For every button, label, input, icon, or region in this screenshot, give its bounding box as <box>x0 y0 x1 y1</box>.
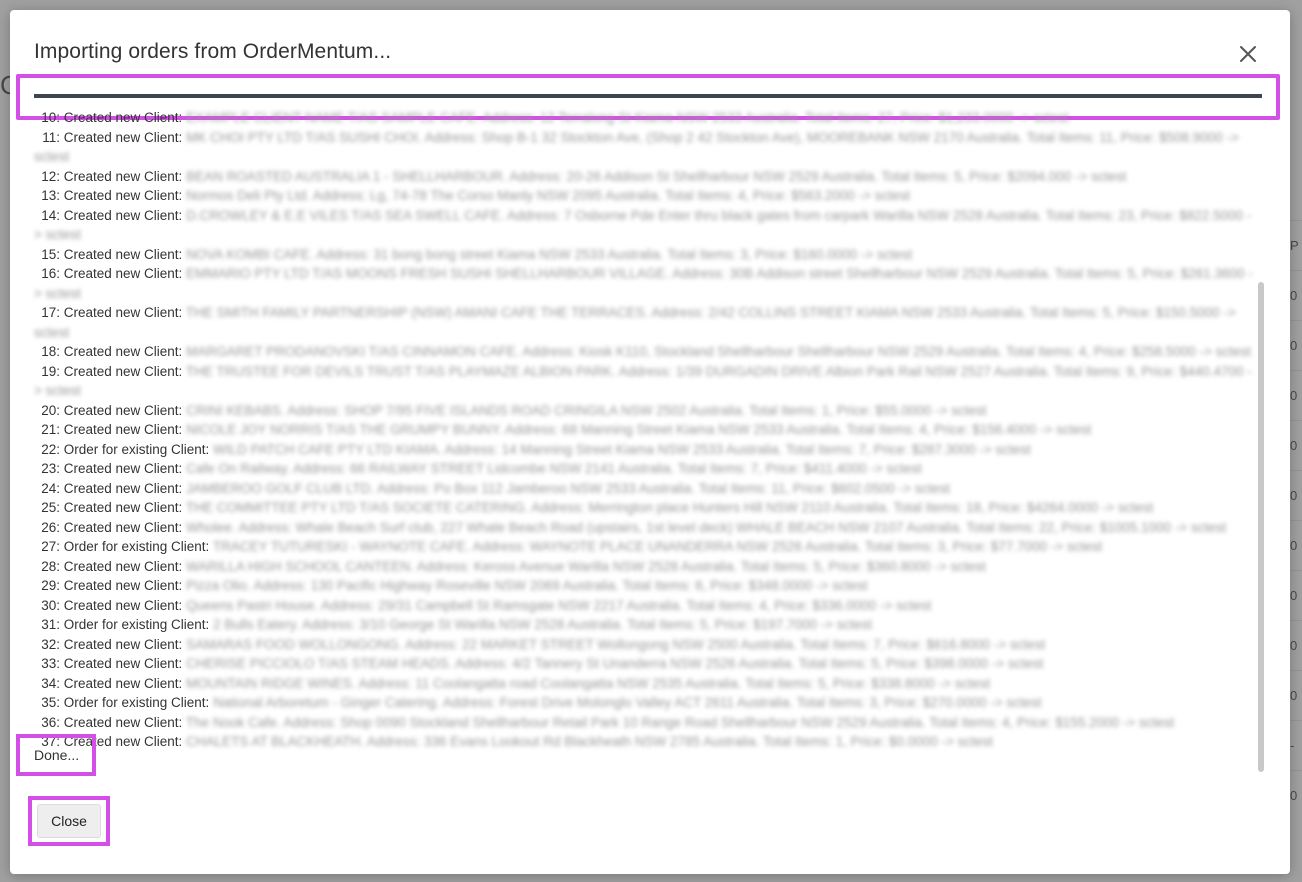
log-line-detail: JAMBEROO GOLF CLUB LTD. Address: Po Box 112 Jamberoo NSW 2533 Australia. Total Items: 11, Price: $602.0500 -> sctest <box>186 480 951 496</box>
log-line-prefix: Order for existing Client: <box>60 695 210 710</box>
log-line-number: 19: <box>41 363 60 379</box>
log-line-detail: CHALETS AT BLACKHEATH. Address: 336 Evans Lookout Rd Blackheath NSW 2785 Australia. Total Items: 1, Price: $0.0000 -> sctest <box>186 734 993 749</box>
log-line <box>34 693 1256 713</box>
log-line <box>34 459 1256 479</box>
log-line-prefix: Created new Client: <box>60 188 183 203</box>
log-line <box>34 401 1256 421</box>
log-line <box>34 108 1256 128</box>
log-line-detail: CRINI KEBABS. Address: SHOP 7/95 FIVE ISLANDS ROAD CRINGILA NSW 2502 Australia. Total Items: 1, Price: $55.0000 -> sctest <box>186 402 987 418</box>
log-line <box>34 596 1256 616</box>
log-line-number: 33: <box>41 656 60 671</box>
log-line-prefix: Created new Client: <box>60 266 183 281</box>
status-text: Done... <box>16 734 96 776</box>
log-line <box>34 713 1256 733</box>
log-line-number: 10: <box>41 110 60 125</box>
log-line-number: 36: <box>41 714 60 730</box>
log-line-number: 34: <box>41 675 60 691</box>
log-line-number: 25: <box>41 500 60 515</box>
log-line <box>34 674 1256 694</box>
log-line <box>34 206 1256 245</box>
log-line-prefix: Created new Client: <box>60 246 183 262</box>
log-line-number: 24: <box>41 480 60 496</box>
log-line <box>34 245 1256 265</box>
log-line-detail: TRACEY TUTURESKI - WAYNOTE CAFE. Address: WAYNOTE PLACE UNANDERRA NSW 2526 Australia. Total Items: 3, Price: $77.7000 -> sctest <box>212 539 1103 554</box>
log-line <box>34 732 1256 752</box>
log-line-prefix: Created new Client: <box>60 636 183 652</box>
log-line-detail: National Arboretum - Ginger Catering. Address: Forest Drive Molonglo Valley ACT 2611 Australia. Total Items: 3, Price: $270.0000 -> sctest <box>213 695 1042 710</box>
log-line-detail: Normos Deli Pty Ltd. Address: Lg, 74-78 The Corso Manly NSW 2095 Australia. Total Items: 4, Price: $563.2000 -> sctest <box>186 188 911 203</box>
log-line <box>34 362 1256 401</box>
log-line <box>34 654 1256 674</box>
log-line-number: 21: <box>41 422 60 437</box>
log-line <box>34 342 1256 362</box>
log-line-number: 31: <box>41 617 60 632</box>
log-line-detail: THE SMITH FAMILY PARTNERSHIP (NSW) AMANI CAFE THE TERRACES. Address: 2/42 COLLINS STREET KIAMA NSW 2533 Australia. Total Items: 5, Price: $150.5000 -> sctest <box>34 305 1236 340</box>
log-line <box>34 264 1256 303</box>
log-line <box>34 557 1256 577</box>
log-line-prefix: Created new Client: <box>60 734 183 749</box>
log-line-detail: The Nook Cafe. Address: Shop 0090 Stockland Shellharbour Retail Park 10 Range Road Shellharbour NSW 2529 Australia. Total Items: 4, Price: $155.2000 -> sctest <box>185 714 1175 730</box>
log-line-detail: Queens Pastri House. Address: 29/31 Campbell St Ramsgate NSW 2217 Australia. Total Items: 4, Price: $336.0000 -> sctest <box>186 597 932 613</box>
log-line <box>34 498 1256 518</box>
log-line-detail: WILD PATCH CAFE PTY LTD KIAMA. Address: 14 Manning Street Kiama NSW 2533 Australia. Total Items: 7, Price: $287.3000 -> sctest <box>213 441 1031 457</box>
log-line-number: 32: <box>41 636 60 652</box>
log-line <box>34 303 1256 342</box>
log-line <box>34 186 1256 206</box>
log-line-detail: SAMARAS FOOD WOLLONGONG. Address: 22 MARKET STREET Wollongong NSW 2500 Australia. Total Items: 7, Price: $616.8000 -> sctest <box>186 636 1046 652</box>
log-line-number: 27: <box>41 539 60 554</box>
log-line-prefix: Created new Client: <box>60 558 183 574</box>
log-line-number: 23: <box>41 461 60 476</box>
log-line-prefix: Created new Client: <box>60 500 183 515</box>
log-line-detail: THE TRUSTEE FOR DEVILS TRUST T/AS PLAYMAZE ALBION PARK. Address: 1/39 DURGADIN DRIVE Albion Park Rail NSW 2527 Australia. Total Items: 9, Price: $440.4700 -> sctest <box>34 363 1252 398</box>
log-line <box>34 615 1256 635</box>
log-line-prefix: Order for existing Client: <box>60 617 210 632</box>
log-line-number: 28: <box>41 558 60 574</box>
log-line-prefix: Created new Client: <box>60 597 183 613</box>
log-line <box>34 128 1256 167</box>
log-line-prefix: Created new Client: <box>60 207 183 223</box>
log-line-detail: D.CROWLEY & E.E VILES T/AS SEA SWELL CAFE. Address: 7 Osborne Pde Enter thru black gates from carpark Warilla NSW 2528 Australia. Total Items: 23, Price: $822.5000 -> sctest <box>34 207 1252 242</box>
log-line-detail: Pizza Olio. Address: 130 Pacific Highway Roseville NSW 2069 Australia. Total Items: 6, Price: $348.0000 -> sctest <box>186 578 868 593</box>
close-icon[interactable] <box>1236 42 1260 66</box>
log-line-detail: NOVA KOMBI CAFE. Address: 31 bong bong street Kiama NSW 2533 Australia. Total Items: 3, Price: $160.0000 -> sctest <box>186 246 913 262</box>
dialog-title: Importing orders from OrderMentum... <box>34 40 392 63</box>
log-line-prefix: Created new Client: <box>60 402 183 418</box>
log-line-prefix: Created new Client: <box>60 168 183 184</box>
log-line-number: 35: <box>41 695 60 710</box>
log-line-detail: MK CHOI PTY LTD T/AS SUSHI CHOI. Address: Shop B-1 32 Stockton Ave, (Shop 2 42 Stockton Ave), MOOREBANK NSW 2170 Australia. Total Items: 11, Price: $508.9000 -> sctest <box>34 129 1239 164</box>
log-line-prefix: Created new Client: <box>60 422 183 437</box>
log-line-number: 13: <box>41 188 60 203</box>
log-line-number: 26: <box>41 519 60 535</box>
log-line-prefix: Created new Client: <box>60 519 183 535</box>
log-line-prefix: Order for existing Client: <box>60 539 210 554</box>
log-line-detail: CHERISE PICCIOLO T/AS STEAM HEADS. Address: 4/2 Tannery St Unanderra NSW 2526 Australia. Total Items: 5, Price: $398.0000 -> sctest <box>186 656 1044 671</box>
log-line-number: 20: <box>41 402 60 418</box>
log-line-prefix: Created new Client: <box>60 305 183 320</box>
log-line-prefix: Created new Client: <box>60 656 183 671</box>
log-line <box>34 576 1256 596</box>
import-log[interactable] <box>34 110 1256 749</box>
log-line <box>34 518 1256 538</box>
log-line-detail: BEAN ROASTED AUSTRALIA 1 - SHELLHARBOUR. Address: 20-26 Addison St Shellharbour NSW 2529 Australia. Total Items: 5, Price: $2094.000 -> sctest <box>186 168 1127 184</box>
log-line-number: 29: <box>41 578 60 593</box>
log-line-prefix: Created new Client: <box>60 461 183 476</box>
log-line-detail: MOUNTAIN RIDGE WINES. Address: 11 Coolangatta road Coolangatta NSW 2535 Australia. Total Items: 5, Price: $338.8000 -> sctest <box>186 675 991 691</box>
log-line-prefix: Created new Client: <box>60 578 183 593</box>
log-line-number: 11: <box>42 129 60 145</box>
progress-bar-fill <box>34 94 1262 98</box>
log-line-prefix: Created new Client: <box>60 344 183 359</box>
log-line-detail: Cafe On Railway. Address: 66 RAILWAY STREET Lidcombe NSW 2141 Australia. Total Items: 7, Price: $411.4000 -> sctest <box>186 461 922 476</box>
log-line-number: 37: <box>41 734 60 749</box>
log-line-number: 22: <box>41 441 60 457</box>
log-line-detail: EMMARIO PTY LTD T/AS MOONS FRESH SUSHI SHELLHARBOUR VILLAGE. Address: 30B Addison street Shellharbour NSW 2529 Australia. Total Items: 5, Price: $261.3600 -> sctest <box>34 266 1253 301</box>
log-line <box>34 537 1256 557</box>
log-line-number: 14: <box>41 207 60 223</box>
log-line-prefix: Order for existing Client: <box>60 441 210 457</box>
log-line-number: 15: <box>41 246 60 262</box>
log-line <box>34 167 1256 187</box>
log-line <box>34 440 1256 460</box>
log-line-number: 16: <box>41 266 60 281</box>
log-line-prefix: Created new Client: <box>60 363 183 379</box>
log-line-number: 18: <box>41 344 60 359</box>
log-line-detail: THE COMMITTEE PTY LTD T/AS SOCIETE CATERING. Address: Merrington place Hunters Hill NSW 2110 Australia. Total Items: 18, Price: $4264.0000 -> sctest <box>185 500 1154 515</box>
log-line-detail: NICOLE JOY NORRIS T/AS THE GRUMPY BUNNY. Address: 68 Manning Street Kiama NSW 2533 Australia. Total Items: 4, Price: $156.4000 -> sctest <box>186 422 1092 437</box>
log-line-number: 12: <box>41 168 60 184</box>
close-button-highlight <box>28 796 110 846</box>
log-line-detail: WARILLA HIGH SCHOOL CANTEEN. Address: Keross Avenue Warilla NSW 2528 Australia. Total Items: 5, Price: $360.8000 -> sctest <box>186 558 986 574</box>
log-line-detail: EXAMPLE CLIENT NAME T/AS SAMPLE CAFE. Address: 12 Terralong St Kiama NSW 2533 Australia. Total Items: 27, Price: $1,233.0000 -> sctest <box>186 110 1069 125</box>
progress-bar <box>34 94 1262 98</box>
log-line-prefix: Created new Client: <box>60 129 183 145</box>
log-line-prefix: Created new Client: <box>60 110 183 125</box>
close-button[interactable]: Close <box>37 804 101 838</box>
log-line-detail: 2 Bulls Eatery. Address: 3/10 George St Warilla NSW 2528 Australia. Total Items: 5, Price: $197.7000 -> sctest <box>213 617 873 632</box>
log-line-number: 30: <box>41 597 60 613</box>
log-line <box>34 635 1256 655</box>
log-line-prefix: Created new Client: <box>60 675 183 691</box>
log-scrollbar[interactable] <box>1258 282 1264 772</box>
log-line <box>34 420 1256 440</box>
log-line <box>34 479 1256 499</box>
log-line-prefix: Created new Client: <box>60 480 183 496</box>
log-line-prefix: Created new Client: <box>60 714 183 730</box>
log-line-number: 17: <box>41 305 60 320</box>
log-line-detail: MARGARET PRODANOVSKI T/AS CINNAMON CAFE. Address: Kiosk K110, Stockland Shellharbour Shellharbour NSW 2529 Australia. Total Items: 4, Price: $258.5000 -> sctest <box>186 344 1251 359</box>
log-line-detail: Wholee. Address: Whale Beach Surf club, 227 Whale Beach Road (upstairs, 1st level deck) WHALE BEACH NSW 2107 Australia. Total Items: 22, Price: $1005.1000 -> sctest <box>186 519 1227 535</box>
import-orders-dialog <box>10 10 1290 874</box>
